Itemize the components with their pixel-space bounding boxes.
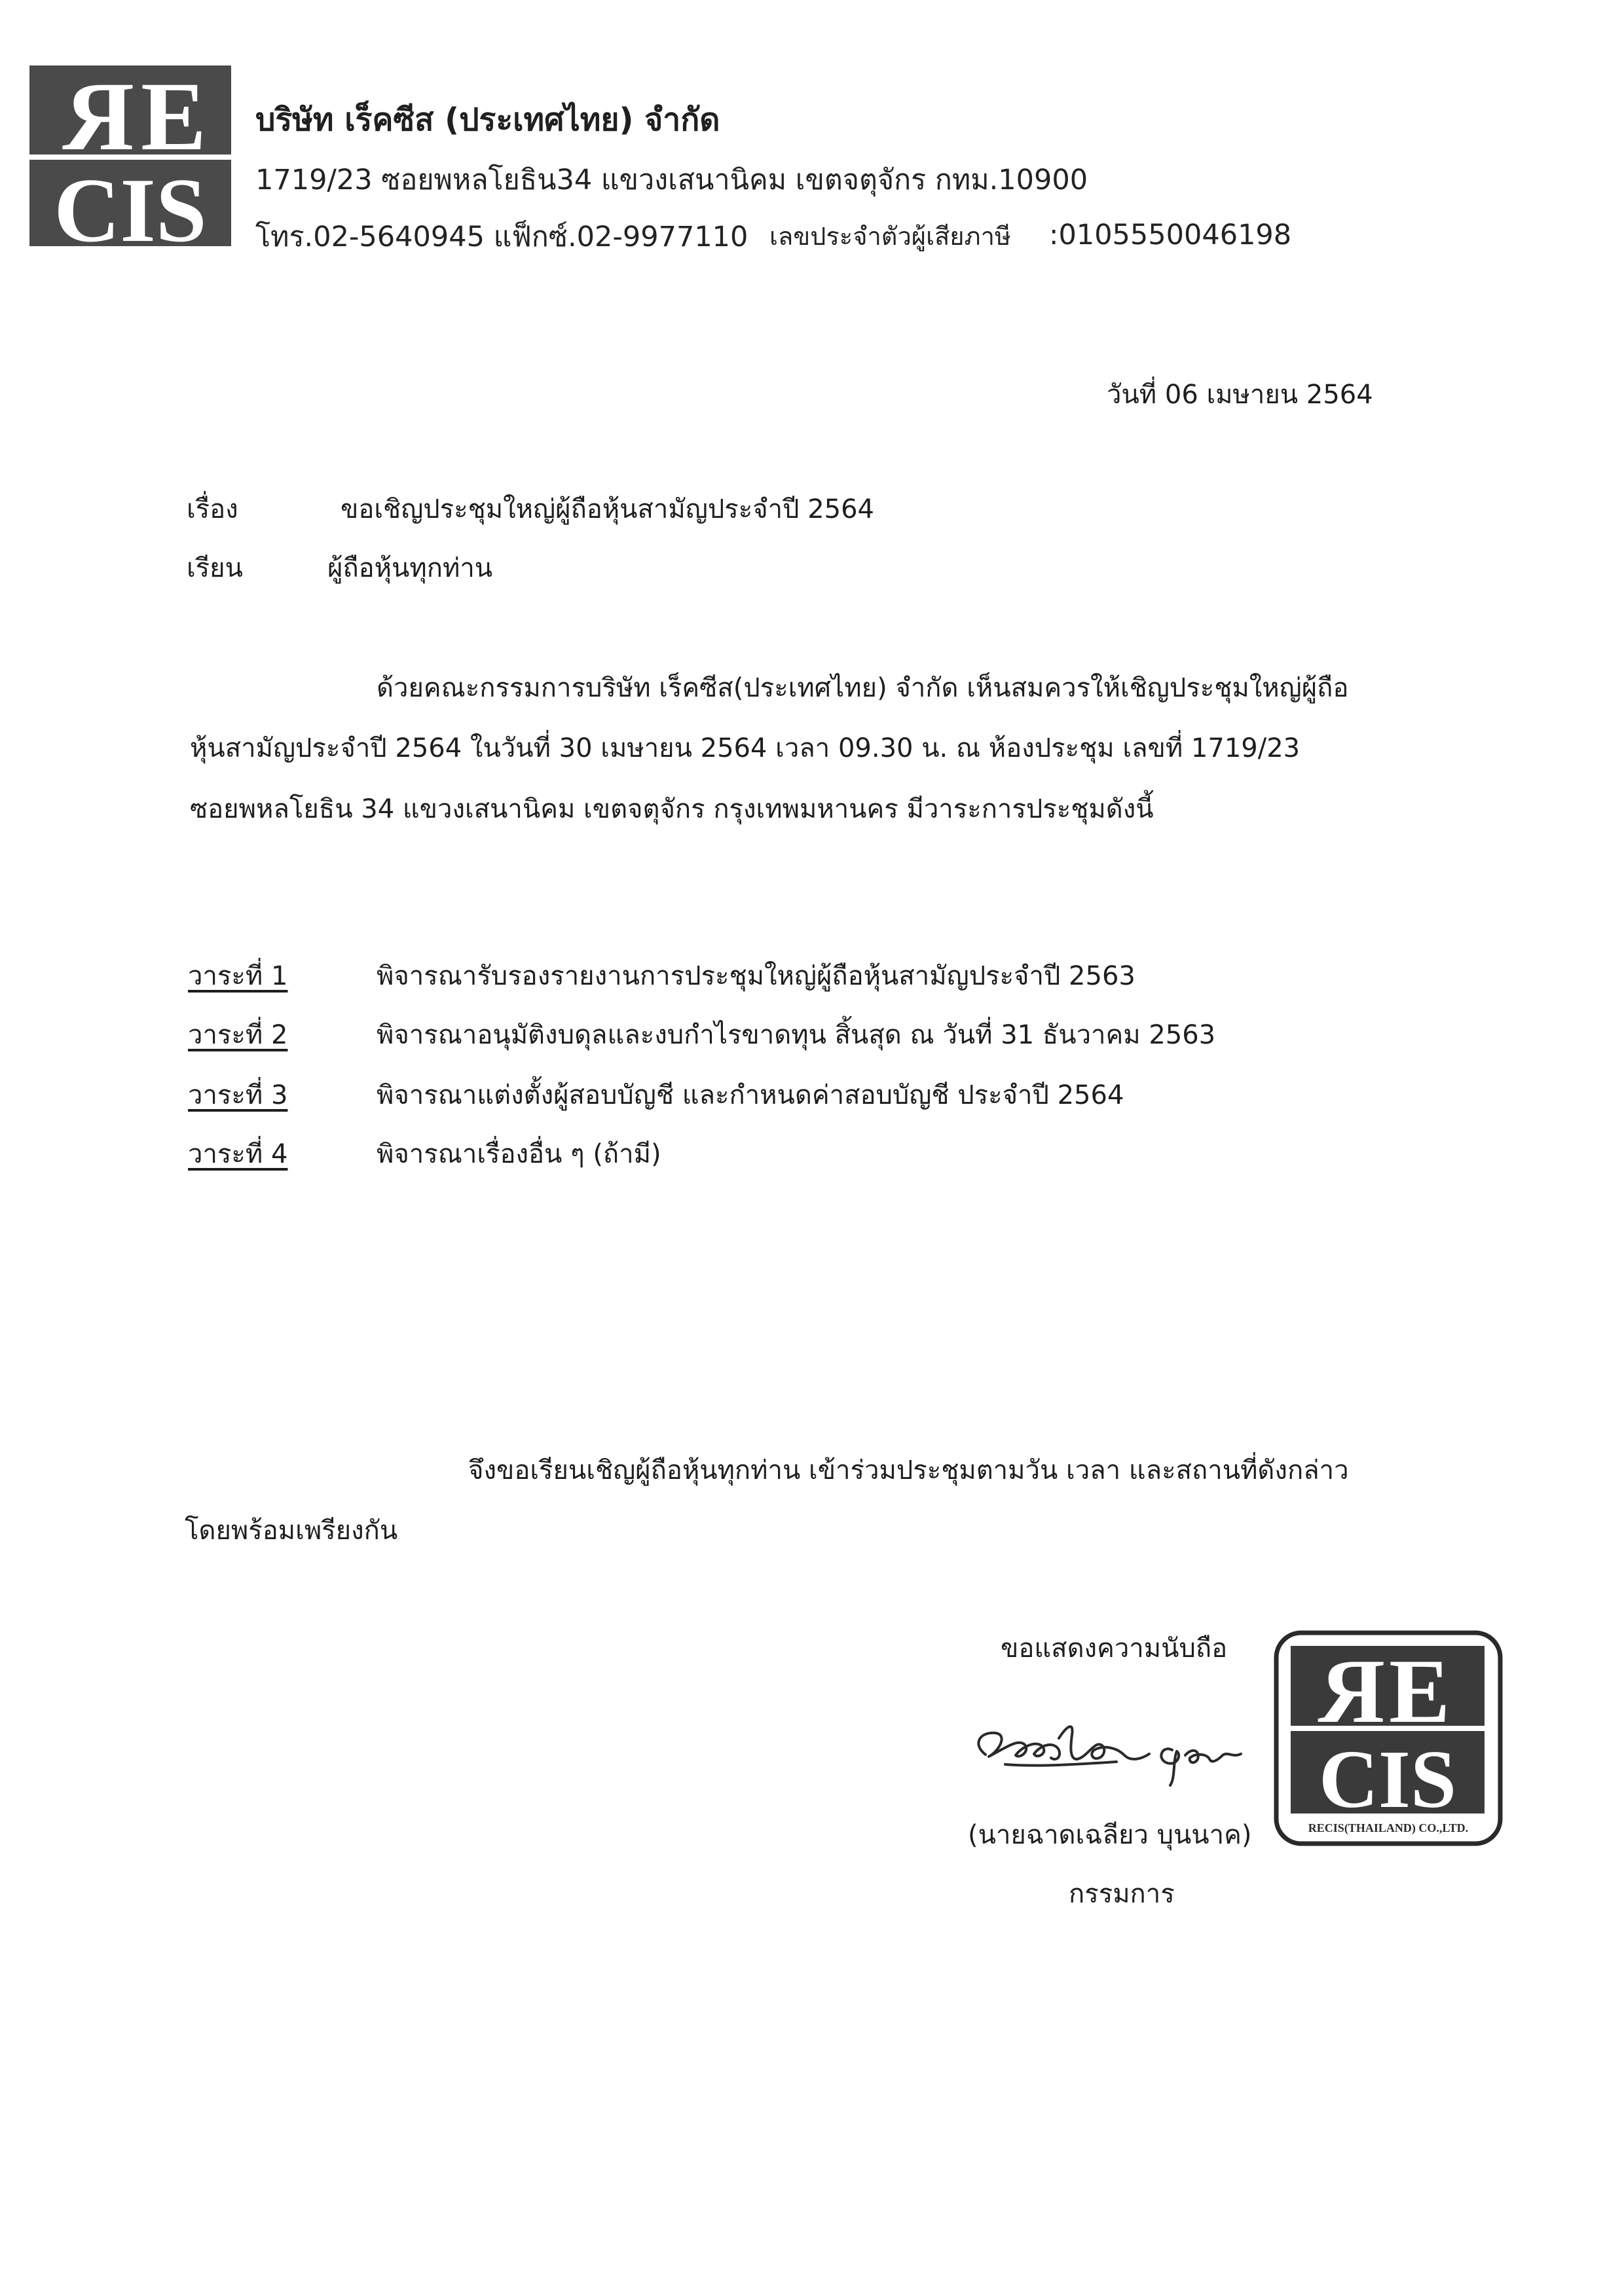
company-logo [29, 65, 231, 246]
agenda-item-label: วาระที่ 3 [188, 1080, 288, 1110]
signer-name: (นายฉาดเฉลียว บุนนาค) [968, 1820, 1252, 1850]
svg-text:CIS: CIS [1318, 1734, 1457, 1825]
agenda-item-text: พิจารณาอนุมัติงบดุลและงบกำไรขาดทุน สิ้นสุด ณ วันที่ 31 ธันวาคม 2563 [377, 1020, 1216, 1050]
agenda-item-label: วาระที่ 2 [188, 1020, 288, 1050]
agenda-item-label: วาระที่ 1 [188, 961, 288, 991]
svg-text:R: R [1318, 1641, 1385, 1742]
company-phone-fax: โทร.02-5640945 แฟ็กซ์.02-9977110 [255, 221, 748, 253]
subject-label: เรื่อง [187, 494, 238, 524]
svg-text:R: R [63, 65, 134, 171]
agenda-item-text: พิจารณาแต่งตั้งผู้สอบบัญชี และกำหนดค่าสอบบัญชี ประจำปี 2564 [377, 1080, 1124, 1110]
regards-text: ขอแสดงความนับถือ [1001, 1633, 1228, 1664]
company-name: บริษัท เร็คซีส (ประเทศไทย) จำกัด [255, 101, 720, 138]
svg-text:E: E [141, 65, 207, 171]
agenda-item-label: วาระที่ 4 [188, 1139, 288, 1169]
tax-id-number: :0105550046198 [1049, 219, 1292, 251]
closing-line: โดยพร้อมเพรียงกัน [185, 1516, 398, 1546]
handwritten-signature [959, 1699, 1267, 1800]
body-line: ซอยพหลโยธิน 34 แขวงเสนานิคม เขตจตุจักร กรุงเทพมหานคร มีวาระการประชุมดังนี้ [190, 794, 1154, 824]
company-address: 1719/23 ซอยพหลโยธิน34 แขวงเสนานิคม เขตจตุจักร กทม.10900 [255, 164, 1088, 196]
subject-text: ขอเชิญประชุมใหญ่ผู้ถือหุ้นสามัญประจำปี 2564 [341, 494, 874, 524]
agenda-item-text: พิจารณาเรื่องอื่น ๆ (ถ้ามี) [377, 1139, 661, 1169]
tax-id-label: เลขประจำตัวผู้เสียภาษี [769, 222, 1011, 251]
svg-text:CIS: CIS [54, 160, 207, 246]
body-line: ด้วยคณะกรรมการบริษัท เร็คซีส(ประเทศไทย) จำกัด เห็นสมควรให้เชิญประชุมใหญ่ผู้ถือ [377, 673, 1349, 703]
letter-date: วันที่ 06 เมษายน 2564 [1107, 380, 1373, 410]
body-line: หุ้นสามัญประจำปี 2564 ในวันที่ 30 เมษายน 2564 เวลา 09.30 น. ณ ห้องประชุม เลขที่ 1719/23 [190, 733, 1301, 763]
svg-text:RECIS(THAILAND) CO.,LTD.: RECIS(THAILAND) CO.,LTD. [1308, 1821, 1469, 1834]
company-stamp [1274, 1630, 1503, 1846]
svg-text:E: E [1389, 1641, 1450, 1742]
signer-title: กรรมการ [1069, 1879, 1175, 1909]
agenda-item-text: พิจารณารับรองรายงานการประชุมใหญ่ผู้ถือหุ้นสามัญประจำปี 2563 [377, 961, 1135, 991]
closing-line: จึงขอเรียนเชิญผู้ถือหุ้นทุกท่าน เข้าร่วมประชุมตามวัน เวลา และสถานที่ดังกล่าว [468, 1455, 1349, 1485]
recipient-text: ผู้ถือหุ้นทุกท่าน [327, 553, 493, 583]
recipient-label: เรียน [187, 553, 243, 583]
